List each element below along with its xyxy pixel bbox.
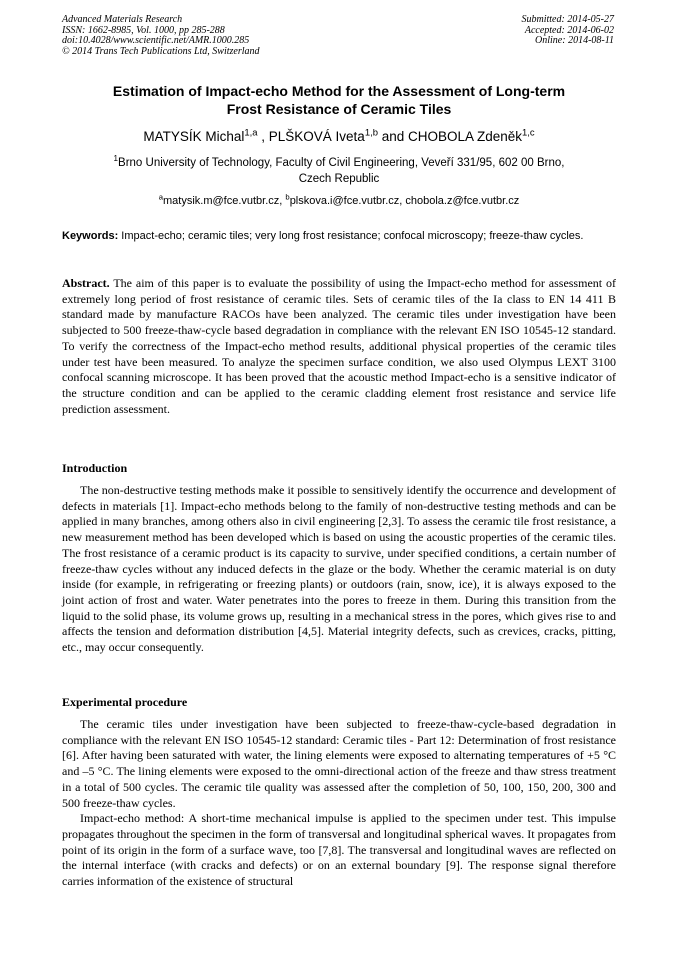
title-line-1: Estimation of Impact-echo Method for the Assessment of Long-term: [112, 83, 566, 99]
title-line-2: Frost Resistance of Ceramic Tiles: [226, 101, 452, 117]
author-superscript: 1,c: [522, 127, 535, 139]
copyright-line: © 2014 Trans Tech Publications Ltd, Switzerland: [62, 45, 260, 57]
author-superscript: 1,b: [364, 127, 378, 139]
affiliation-line-2: Czech Republic: [298, 172, 380, 185]
keywords: [62, 229, 617, 244]
email-text: matysik.m@fce.vutbr.cz,: [162, 195, 286, 207]
accepted-date: Accepted: 2014-06-02: [524, 24, 614, 36]
paragraph: The ceramic tiles under investigation have been subjected to freeze-thaw-cycle-based degradation in compliance with the relevant EN ISO 10545-12 standard: Ceramic tiles - Part 12: Determination of frost resistance [6]. After having been saturated with water, the lining elements were exposed to alternating temperatures of +5 °C and –5 °C. The lining elements were exposed to the omni-directional action of the freeze and thaw stress treatment in a total of 500 cycles. The ceramic tile quality was assessed after the completion of 50, 100, 150, 200, 300 and 500 freeze-thaw cycles.: [62, 717, 616, 810]
abstract-label: Abstract.: [62, 276, 110, 290]
author-name: MATYSÍK Michal: [143, 129, 245, 144]
author-list: [40, 129, 638, 145]
section-heading-experimental: Experimental procedure: [62, 695, 188, 709]
journal-info: [62, 15, 260, 57]
dates-info: [522, 15, 615, 47]
email-superscript: b: [285, 192, 290, 202]
section-heading-introduction: Introduction: [62, 461, 128, 475]
author-separator: ,: [257, 129, 269, 144]
author-separator: and: [377, 129, 408, 144]
affiliation-superscript: 1: [113, 154, 119, 164]
keywords-text: Impact-echo; ceramic tiles; very long frost resistance; confocal microscopy; freeze-thaw cycles.: [118, 230, 584, 242]
author-name: CHOBOLA Zdeněk: [407, 129, 523, 144]
experimental-body: [62, 717, 616, 890]
keywords-label: Keywords:: [62, 230, 119, 242]
journal-name: Advanced Materials Research: [62, 14, 183, 25]
affiliation-line-1: Brno University of Technology, Faculty of Civil Engineering, Veveří 331/95, 602 00 Brno,: [118, 157, 565, 169]
paragraph: Impact-echo method: A short-time mechanical impulse is applied to the specimen under test. This impulse propagates throughout the specimen in the form of transversal and longitudinal spherical waves. It propagates from point of its origin in the form of a surface wave, too [7,8]. The transversal and longitudinal waves are reflected on the internal interface (with cracks and defects) or on an external boundary [9]. The response signal therefore carries information of the existence of structural: [62, 811, 616, 889]
issn-line: ISSN: 1662-8985, Vol. 1000, pp 285-288: [62, 24, 225, 36]
online-date: Online: 2014-08-11: [535, 35, 614, 47]
doi-line: doi:10.4028/www.scientific.net/AMR.1000.285: [62, 35, 250, 47]
introduction-body: [62, 483, 616, 656]
paragraph: The non-destructive testing methods make it possible to sensitively identify the occurrence and development of defects in materials [1]. Impact-echo methods belong to the family of non-destructive testing methods and can be applied in many branches, among others also in civil engineering [2,3]. To assess the ceramic tile frost resistance, a new measurement method has been developed which is based on using the acoustic properties of the ceramic tiles. The frost resistance of a ceramic product is its capacity to survive, under specified conditions, a certain number of freeze-thaw cycles without any induced defects in the glaze or the body. Whether the ceramic material is on duty inside (for example, in refrigerating or freezing plants) or outdoors (rain, snow, ice), it is always exposed to the joint action of frost and water. Water penetrates into the pores to freeze in them. During this transition from the liquid to the solid phase, its volume grows up, resulting in a mechanical stress in the pores, which gives rise to and affects the tension and deformation distribution [4,5]. Material integrity defects, such as crevices, cracks, pitting, etc., may occur consequently.: [62, 483, 616, 655]
email-superscript: a: [158, 192, 163, 202]
submitted-date: Submitted: 2014-05-27: [521, 14, 614, 25]
affiliation: [80, 156, 598, 187]
author-superscript: 1,a: [244, 127, 258, 139]
abstract: [62, 276, 616, 417]
abstract-text: The aim of this paper is to evaluate the possibility of using the Impact-echo method for assessment of extremely long period of frost resistance of ceramic tiles. Sets of ceramic tiles of the Ia class to EN 14 411 B standard made by manufacture RACOs have been analyzed. The ceramic tiles under investigation have been subjected to 500 freeze-thaw-cycle based degradation in compliance with the relevant EN ISO 10545-12 standard. To verify the correctness of the Impact-echo method results, additional physical properties of the ceramic tiles under test have been measured. To analyze the specimen surface condition, we also used Olympus LEXT 3100 confocal scanning microscope. It has been proved that the acoustic method Impact-echo is a sensitive indicator of the structure condition and can be applied to the ceramic cladding element frost resistance and service life prediction assessment.: [62, 276, 616, 416]
author-emails: [40, 194, 638, 208]
author-name: PLŠKOVÁ Iveta: [268, 129, 365, 144]
email-text: plskova.i@fce.vutbr.cz, chobola.z@fce.vutbr.cz: [289, 195, 520, 207]
paper-title: [40, 82, 638, 118]
